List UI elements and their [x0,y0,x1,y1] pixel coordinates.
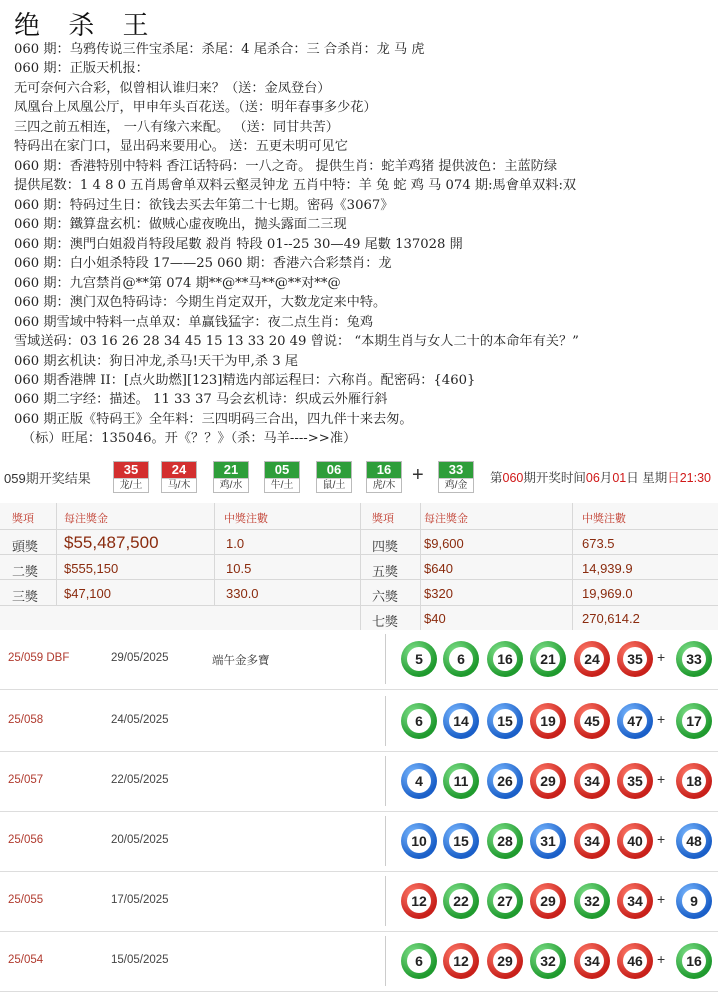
ball-number: 47 [623,709,647,733]
ball-number: 12 [407,889,431,913]
results-label: 059期开奖结果 [4,471,91,486]
ball-number: 32 [580,889,604,913]
ball-number: 34 [580,769,604,793]
prize-name: 三獎 [12,589,39,604]
number-ball [401,641,437,677]
ball-zodiac: 牛/土 [265,478,299,492]
prize-winners: 10.5 [226,561,252,576]
history-row[interactable] [0,930,718,992]
ball-number: 24 [162,462,196,478]
prize-winners: 270,614.2 [582,611,640,626]
next-draw-info: 第060期开奖时间06月01日 星期日21:30 [490,471,711,485]
special-number-ball [676,641,712,677]
number-ball [401,883,437,919]
prediction-line: 060 期：澳门双色特码诗：今期生肖定双开，大数龙定来中特。 [14,295,387,311]
draw-id[interactable]: 25/058 [8,714,44,726]
ball-number: 15 [493,709,517,733]
prize-name: 七獎 [372,614,399,629]
plus-sign: + [657,891,666,907]
result-ball [264,461,300,493]
ball-number: 34 [623,889,647,913]
number-ball [530,641,566,677]
number-ball [574,883,610,919]
history-row[interactable] [0,810,718,872]
prize-amount: $47,100 [64,586,111,601]
number-ball [487,703,523,739]
ball-number: 28 [493,829,517,853]
ball-number: 33 [682,647,706,671]
header-amount: 每注獎金 [64,513,108,525]
number-ball [617,641,653,677]
number-ball [443,943,479,979]
number-ball [487,943,523,979]
prediction-line: 凤凰台上凤凰公厅，甲申年头百花送。（送：明年春事多少花） [14,100,377,116]
number-ball [443,823,479,859]
prediction-panel [0,0,718,458]
header-prize-right: 獎項 [372,513,394,525]
draw-date: 17/05/2025 [111,894,169,906]
prediction-line: 060 期雪域中特料一点单双：单赢钱猛字：夜二点生肖：兔鸡 [14,314,374,330]
result-ball [213,461,249,493]
prize-winners: 330.0 [226,586,259,601]
prize-winners: 673.5 [582,536,615,551]
prize-name: 二獎 [12,564,39,579]
prediction-line: 060 期：乌鸦传说三件宝杀尾：杀尾：4 尾杀合：三 合杀肖：龙 马 虎 [14,42,425,57]
number-ball [574,703,610,739]
number-ball [401,823,437,859]
number-ball [530,943,566,979]
ball-number: 9 [682,889,706,913]
prediction-line: 060 期：香港特別中特料 香江话特码：一八之奇。 提供生肖：蛇羊鸡猪 提供波色：主蓝防绿 [14,158,558,174]
number-ball [530,763,566,799]
special-number-ball [676,883,712,919]
ball-number: 06 [317,462,351,478]
number-ball [401,943,437,979]
prize-amount: $40 [424,611,446,626]
result-ball [161,461,197,493]
ball-number: 45 [580,709,604,733]
draw-id[interactable]: 25/056 [8,834,44,846]
prize-amount: $55,487,500 [64,533,159,552]
prize-table [0,503,718,630]
prize-name: 五獎 [372,564,399,579]
number-ball [443,703,479,739]
ball-number: 05 [265,462,299,478]
ball-number: 15 [449,829,473,853]
number-ball [443,641,479,677]
ball-number: 27 [493,889,517,913]
prediction-line: 060 期二字经：描述。 11 33 37 马会玄机诗：织成云外雁行斜 [14,392,388,408]
header-winners-right: 中獎注數 [582,513,626,525]
draw-id[interactable]: 25/057 [8,774,44,786]
prediction-line: 060 期：特码过生日：欲钱去买去年第二十七期。密码《3067》 [14,197,394,213]
ball-number: 11 [449,769,473,793]
result-ball [316,461,352,493]
number-ball [530,823,566,859]
plus-sign: + [657,771,666,787]
result-ball [366,461,402,493]
ball-number: 6 [449,647,473,671]
prize-winners: 19,969.0 [582,586,633,601]
ball-zodiac: 鼠/土 [317,478,351,492]
prediction-line: 特码出在家门口，显出码来要用心。 送：五更未明可见它 [14,139,348,155]
ball-number: 48 [682,829,706,853]
draw-id[interactable]: 25/054 [8,954,44,966]
number-ball [574,943,610,979]
prediction-line: 060 期玄机诀：狗日冲龙,杀马!天干为甲,杀 3 尾 [14,353,299,369]
ball-number: 14 [449,709,473,733]
prize-winners: 1.0 [226,536,245,551]
draw-date: 22/05/2025 [111,774,169,786]
ball-number: 34 [580,829,604,853]
ball-number: 5 [407,647,431,671]
number-ball [487,641,523,677]
plus-sign: + [657,831,666,847]
number-ball [574,763,610,799]
ball-zodiac: 鸡/水 [214,478,248,492]
prediction-line: 060 期：正版天机报： [14,61,149,77]
number-ball [401,703,437,739]
ball-number: 31 [536,829,560,853]
ball-number: 4 [407,769,431,793]
number-ball [617,763,653,799]
ball-zodiac: 马/木 [162,478,196,492]
ball-number: 29 [536,889,560,913]
draw-date: 24/05/2025 [111,714,169,726]
ball-number: 16 [682,949,706,973]
prediction-line: 060 期正版《特码王》全年料：三四明码三合出，四九伴十来去匆。 [14,411,413,427]
draw-date: 20/05/2025 [111,834,169,846]
plus-sign: + [412,464,424,486]
ball-number: 24 [580,647,604,671]
ball-zodiac: 龙/土 [114,478,148,492]
ball-number: 10 [407,829,431,853]
header-prize: 獎項 [12,513,34,525]
ball-number: 12 [449,949,473,973]
ball-number: 26 [493,769,517,793]
plus-sign: + [657,711,666,727]
number-ball [443,883,479,919]
prediction-line: 无可奈何六合彩，似曾相认谁归来？（送：金凤登台） [14,80,331,96]
prediction-line: 提供尾数：1 4 8 0 五肖馬會单双料云壑灵钟龙 五肖中特：羊 兔 蛇 鸡 马 074 期:馬會单双料:双 [14,178,577,194]
ball-number: 29 [536,769,560,793]
prize-name: 頭獎 [12,539,39,554]
number-ball [617,703,653,739]
plus-sign: + [657,649,666,665]
number-ball [530,883,566,919]
special-ball [438,461,474,493]
prize-amount: $555,150 [64,561,119,576]
history-row[interactable] [0,750,718,812]
plus-sign: + [657,951,666,967]
prediction-line: （标）旺尾：135046。开《？？》（杀：马羊---->>准） [22,431,357,447]
prediction-line: 060 期：澳門白姐殺肖特段尾數 殺肖 特段 01--25 30—49 尾數 137028 開 [14,236,463,252]
ball-number: 29 [493,949,517,973]
number-ball [487,883,523,919]
ball-number: 16 [493,647,517,671]
ball-number: 19 [536,709,560,733]
prize-amount: $9,600 [424,536,464,551]
ball-zodiac: 虎/木 [367,478,401,492]
special-number-ball [676,943,712,979]
prediction-line: 060 期香港牌 II：[点火助燃][123]精选内部运程曰：六称肖。配密码：{460} [14,372,476,388]
result-ball [113,461,149,493]
number-ball [487,763,523,799]
ball-number: 33 [439,462,473,478]
ball-number: 32 [536,949,560,973]
prediction-line: 060 期：白小姐杀特段 17——25 060 期：香港六合彩禁肖：龙 [14,256,392,272]
number-ball [617,823,653,859]
ball-number: 35 [114,462,148,478]
prize-amount: $320 [424,586,453,601]
number-ball [574,823,610,859]
history-row[interactable] [0,690,718,752]
prize-winners: 14,939.9 [582,561,633,576]
header-winners: 中獎注數 [224,513,268,525]
number-ball [617,943,653,979]
header-amount-right: 每注獎金 [424,513,468,525]
ball-number: 35 [623,647,647,671]
number-ball [574,641,610,677]
draw-note: 端午金多寶 [212,655,270,667]
number-ball [401,763,437,799]
prediction-line: 060 期：九宫禁肖@**第 074 期**@**马**@**对**@ [14,275,341,291]
results-bar [0,459,718,493]
draw-id[interactable]: 25/055 [8,894,44,906]
draw-date: 15/05/2025 [111,954,169,966]
ball-number: 46 [623,949,647,973]
prediction-line: 060 期：鐵算盘玄机：做贼心虚夜晚出，抛头露面二三现 [14,217,347,233]
special-number-ball [676,703,712,739]
history-row[interactable] [0,870,718,932]
ball-number: 34 [580,949,604,973]
draw-id[interactable]: 25/059 DBF [8,652,70,664]
ball-number: 21 [536,647,560,671]
prediction-line: 雪域送码：03 16 26 28 34 45 15 13 33 20 49 曾说： “本期生肖与女人二十的本命年有关？” [14,334,579,350]
special-number-ball [676,763,712,799]
prediction-line: 三四之前五相连， 一八有缘六来配。 （送：同甘共苦） [14,119,339,135]
prize-name: 六獎 [372,589,399,604]
ball-number: 6 [407,949,431,973]
special-number-ball [676,823,712,859]
draw-date: 29/05/2025 [111,652,169,664]
history-row[interactable] [0,628,718,690]
ball-number: 17 [682,709,706,733]
ball-number: 18 [682,769,706,793]
ball-number: 21 [214,462,248,478]
number-ball [530,703,566,739]
prize-name: 四獎 [372,539,399,554]
page-title: 绝 杀 王 [14,11,159,41]
number-ball [617,883,653,919]
ball-zodiac: 鸡/金 [439,478,473,492]
ball-number: 22 [449,889,473,913]
prize-amount: $640 [424,561,453,576]
ball-number: 40 [623,829,647,853]
ball-number: 6 [407,709,431,733]
number-ball [443,763,479,799]
number-ball [487,823,523,859]
ball-number: 16 [367,462,401,478]
ball-number: 35 [623,769,647,793]
